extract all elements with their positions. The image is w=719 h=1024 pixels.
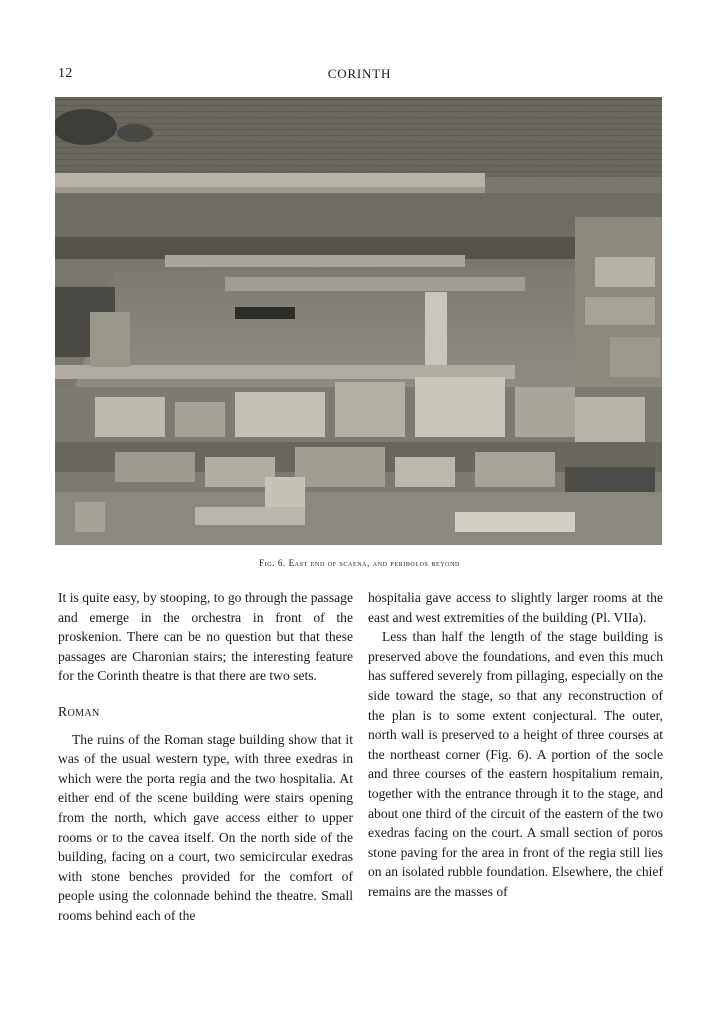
right-paragraph-2: Less than half the length of the stage building is preserved above the foundations, and even this much has suffered severely from pillaging, especially on the side toward the stage, so that any reconstruction of the plan is to some extent conjectural. The outer, north wall is preserved to a height of three courses at the northeast corner (Fig. 6). A portion of the socle and three courses of the eastern hospitalium remain, together with the entrance through it to the stage, and about one third of the circuit of the eastern of the two exedras facing on the court. A small section of poros stone paving for the area in front of the regia still lies on an isolated rubble foundation. Elsewhere, the chief remains are the masses of [368,629,663,899]
figure-photograph [55,97,662,545]
page-number: 12 [58,66,73,81]
left-paragraph-2: The ruins of the Roman stage building show that it was of the usual western type, with three exedras in which were the porta regia and the two hospitalia. At either end of the scene building were stairs opening from the north, which gave access either to upper rooms or to the cavea itself. On the north side of the building, facing on a court, two semicircular exedras with stone benches provided for the comfort of people using the colonnade behind the theatre. Small rooms behind each of the [58,731,353,923]
right-paragraph-1: hospitalia gave access to slightly larger rooms at the east and west extremities of the building (Pl. VIIa). [368,590,663,625]
running-head: CORINTH [327,66,392,81]
ruins-photo [55,97,662,545]
section-heading-roman: Roman [58,703,100,719]
figure-caption: Fig. 6. East end of scaena, and peribolos beyond [259,558,460,568]
left-paragraph-1: It is quite easy, by stooping, to go through the passage and emerge in the orchestra in front of the proskenion. There can be no question but that these passages are Charonian stairs; the interesting feature for the Corinth theatre is that there are two sets. [58,590,353,684]
right-column [368,588,663,902]
left-column [58,588,353,926]
